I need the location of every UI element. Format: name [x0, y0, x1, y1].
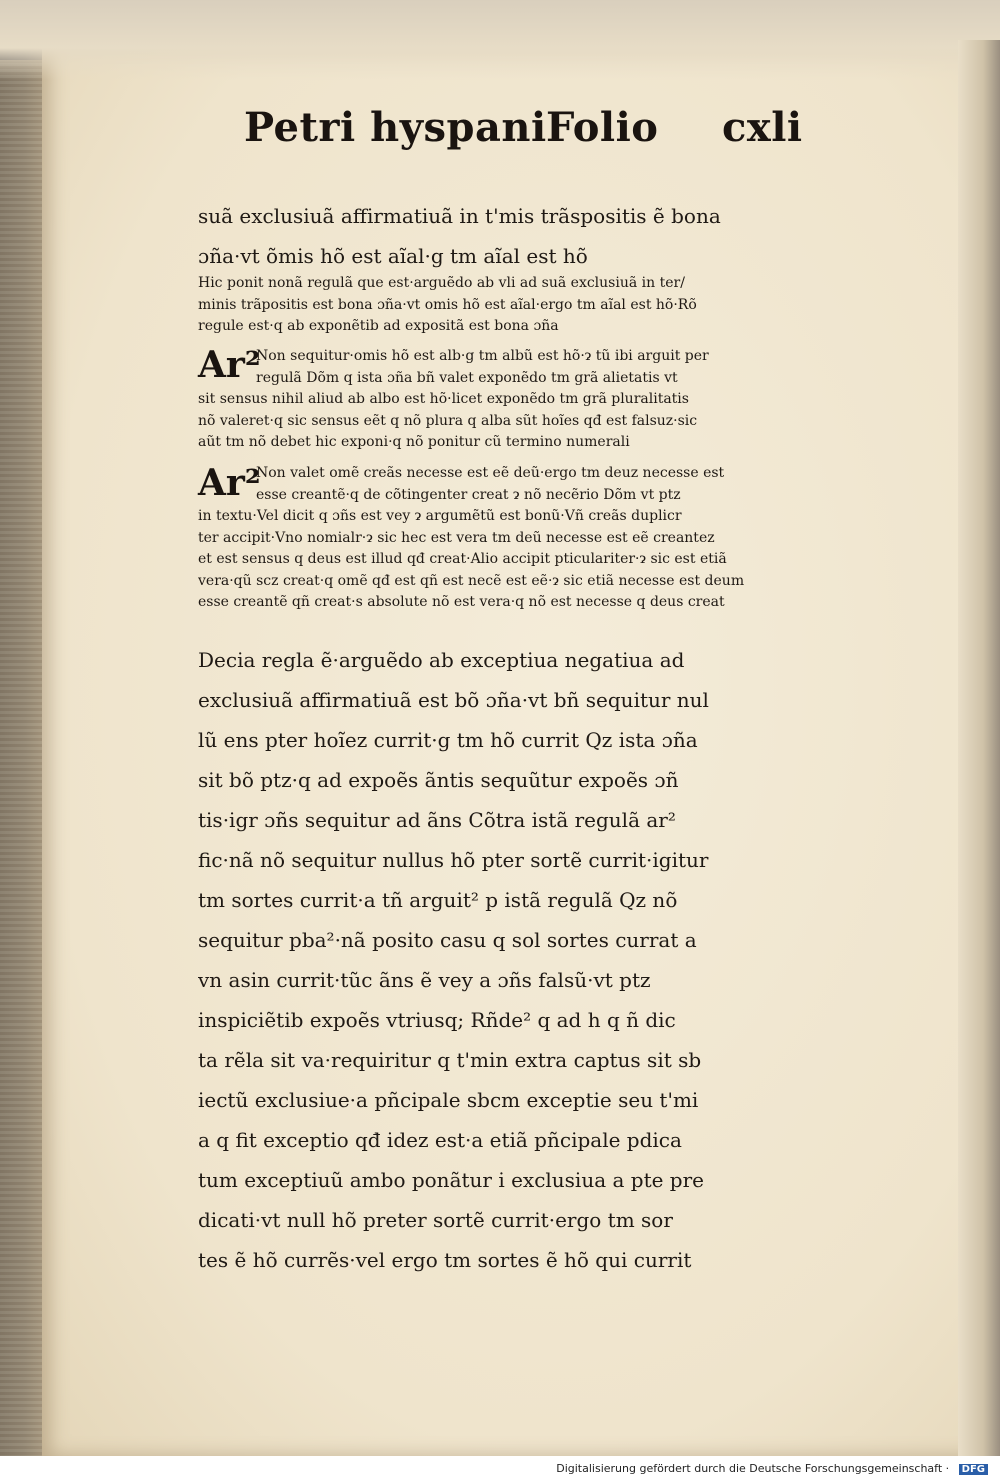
fore-edge	[0, 60, 42, 1460]
argument-line: ter accipit·Vno nomialr·ɂ sic hec est vera tm deũ necesse est eẽ creantez	[198, 529, 715, 546]
argument-line: et est sensus q deus est illud qđ creat·Alio accipit pticulariter·ɂ sic est etiã	[198, 551, 727, 567]
top-edge	[0, 0, 1000, 80]
text-line: suã exclusiuã affirmatiuã in t'mis trãspositis ẽ bona	[198, 204, 721, 228]
argument-line: in textu·Vel dicit q ɔñs est vey ɂ argumẽtũ est bonũ·Vñ creãs duplicr	[198, 508, 682, 524]
dfg-logo: DFG	[959, 1464, 988, 1475]
main-line: fic·nã nõ sequitur nullus hõ pter sortẽ currit·igitur	[198, 848, 709, 872]
running-title: Petri hyspani	[244, 104, 547, 151]
main-text-block	[198, 640, 798, 1280]
folio-label: Folio	[546, 104, 659, 151]
argument-line: Non valet omẽ creãs necesse est eẽ deũ·ergo tm deuz necesse est	[256, 465, 725, 481]
commentary-block	[198, 273, 798, 338]
argument-line: sit sensus nihil aliud ab albo est hõ·licet exponẽdo tm grã pluralitatis	[198, 391, 689, 407]
argument-block-1	[198, 346, 798, 454]
argument-line: nõ valeret·q sic sensus eẽt q nõ plura q alba sũt hoĩes qđ est falsuz·sic	[198, 412, 698, 429]
argument-block-2	[198, 463, 798, 614]
argument-line: Non sequitur·omis hõ est alb·g tm albũ est hõ·ɂ tũ ibi arguit per	[256, 348, 709, 364]
main-line: tes ẽ hõ currẽs·vel ergo tm sortes ẽ hõ qui currit	[198, 1248, 692, 1272]
commentary-line: minis trãpositis est bona ɔña·vt omis hõ est aĩal·ergo tm aĩal est hõ·Rõ	[198, 296, 697, 313]
text-line: ɔña·vt õmis hõ est aĩal·g tm aĩal est hõ	[198, 244, 588, 268]
main-line: inspiciẽtib expoẽs vtriusq; Rñde² q ad h q ñ dic	[198, 1008, 676, 1032]
main-line: tm sortes currit·a tñ arguit² p istã regulã Qz nõ	[198, 888, 678, 912]
argument-line: vera·qũ scz creat·q omẽ qđ est qñ est necẽ est eẽ·ɂ sic etiã necesse est deum	[198, 572, 745, 589]
main-line: sequitur pba²·nã posito casu q sol sortes currat a	[198, 928, 697, 952]
main-line: vn asin currit·tũc ãns ẽ vey a ɔñs falsũ·vt ptz	[198, 968, 651, 992]
credit-text: Digitalisierung gefördert durch die Deutsche Forschungsgemeinschaft ·	[556, 1462, 950, 1475]
text-block-top	[198, 196, 798, 276]
main-line: Decia regla ẽ·arguẽdo ab exceptiua negatiua ad	[198, 648, 685, 672]
commentary-line: regule est·q ab exponẽtib ad expositã est bona ɔña	[198, 318, 559, 334]
argument-line: aũt tm nõ debet hic exponi·q nõ ponitur cũ termino numerali	[198, 434, 630, 450]
right-page-edge	[958, 40, 1000, 1460]
leaf-number: cxli	[722, 104, 803, 151]
main-line: dicati·vt null hõ preter sortẽ currit·ergo tm sor	[198, 1208, 673, 1232]
main-line: tis·igr ɔñs sequitur ad ãns Cõtra istã regulã ar²	[198, 808, 676, 832]
main-line: ta rẽla sit va·requiritur q t'min extra captus sit sb	[198, 1048, 702, 1072]
main-line: lũ ens pter hoĩez currit·g tm hõ currit Qz ista ɔña	[198, 728, 698, 752]
main-line: exclusiuã affirmatiuã est bõ ɔña·vt bñ sequitur nul	[198, 688, 709, 712]
argument-line: regulã Dõm q ista ɔña bñ valet exponẽdo tm grã alietatis vt	[256, 369, 678, 386]
main-line: sit bõ ptz·q ad expoẽs ãntis sequũtur expoẽs ɔñ	[198, 768, 679, 792]
argument-marker: Ar²	[198, 344, 261, 386]
digitization-credit	[556, 1462, 988, 1475]
argument-marker: Ar²	[198, 462, 261, 504]
main-line: a q fit exceptio qđ idez est·a etiã pñcipale pdica	[198, 1128, 682, 1152]
commentary-line: Hic ponit nonã regulã que est·arguẽdo ab vli ad suã exclusiuã in ter/	[198, 275, 685, 291]
argument-line: esse creantẽ qñ creat·s absolute nõ est vera·q nõ est necesse q deus creat	[198, 594, 725, 610]
main-line: iectũ exclusiue·a pñcipale sbcm exceptie seu t'mi	[198, 1088, 699, 1112]
main-line: tum exceptiuũ ambo ponãtur i exclusiua a pte pre	[198, 1168, 705, 1192]
argument-line: esse creantẽ·q de cõtingenter creat ɂ nõ necẽrio Dõm vt ptz	[256, 486, 681, 503]
